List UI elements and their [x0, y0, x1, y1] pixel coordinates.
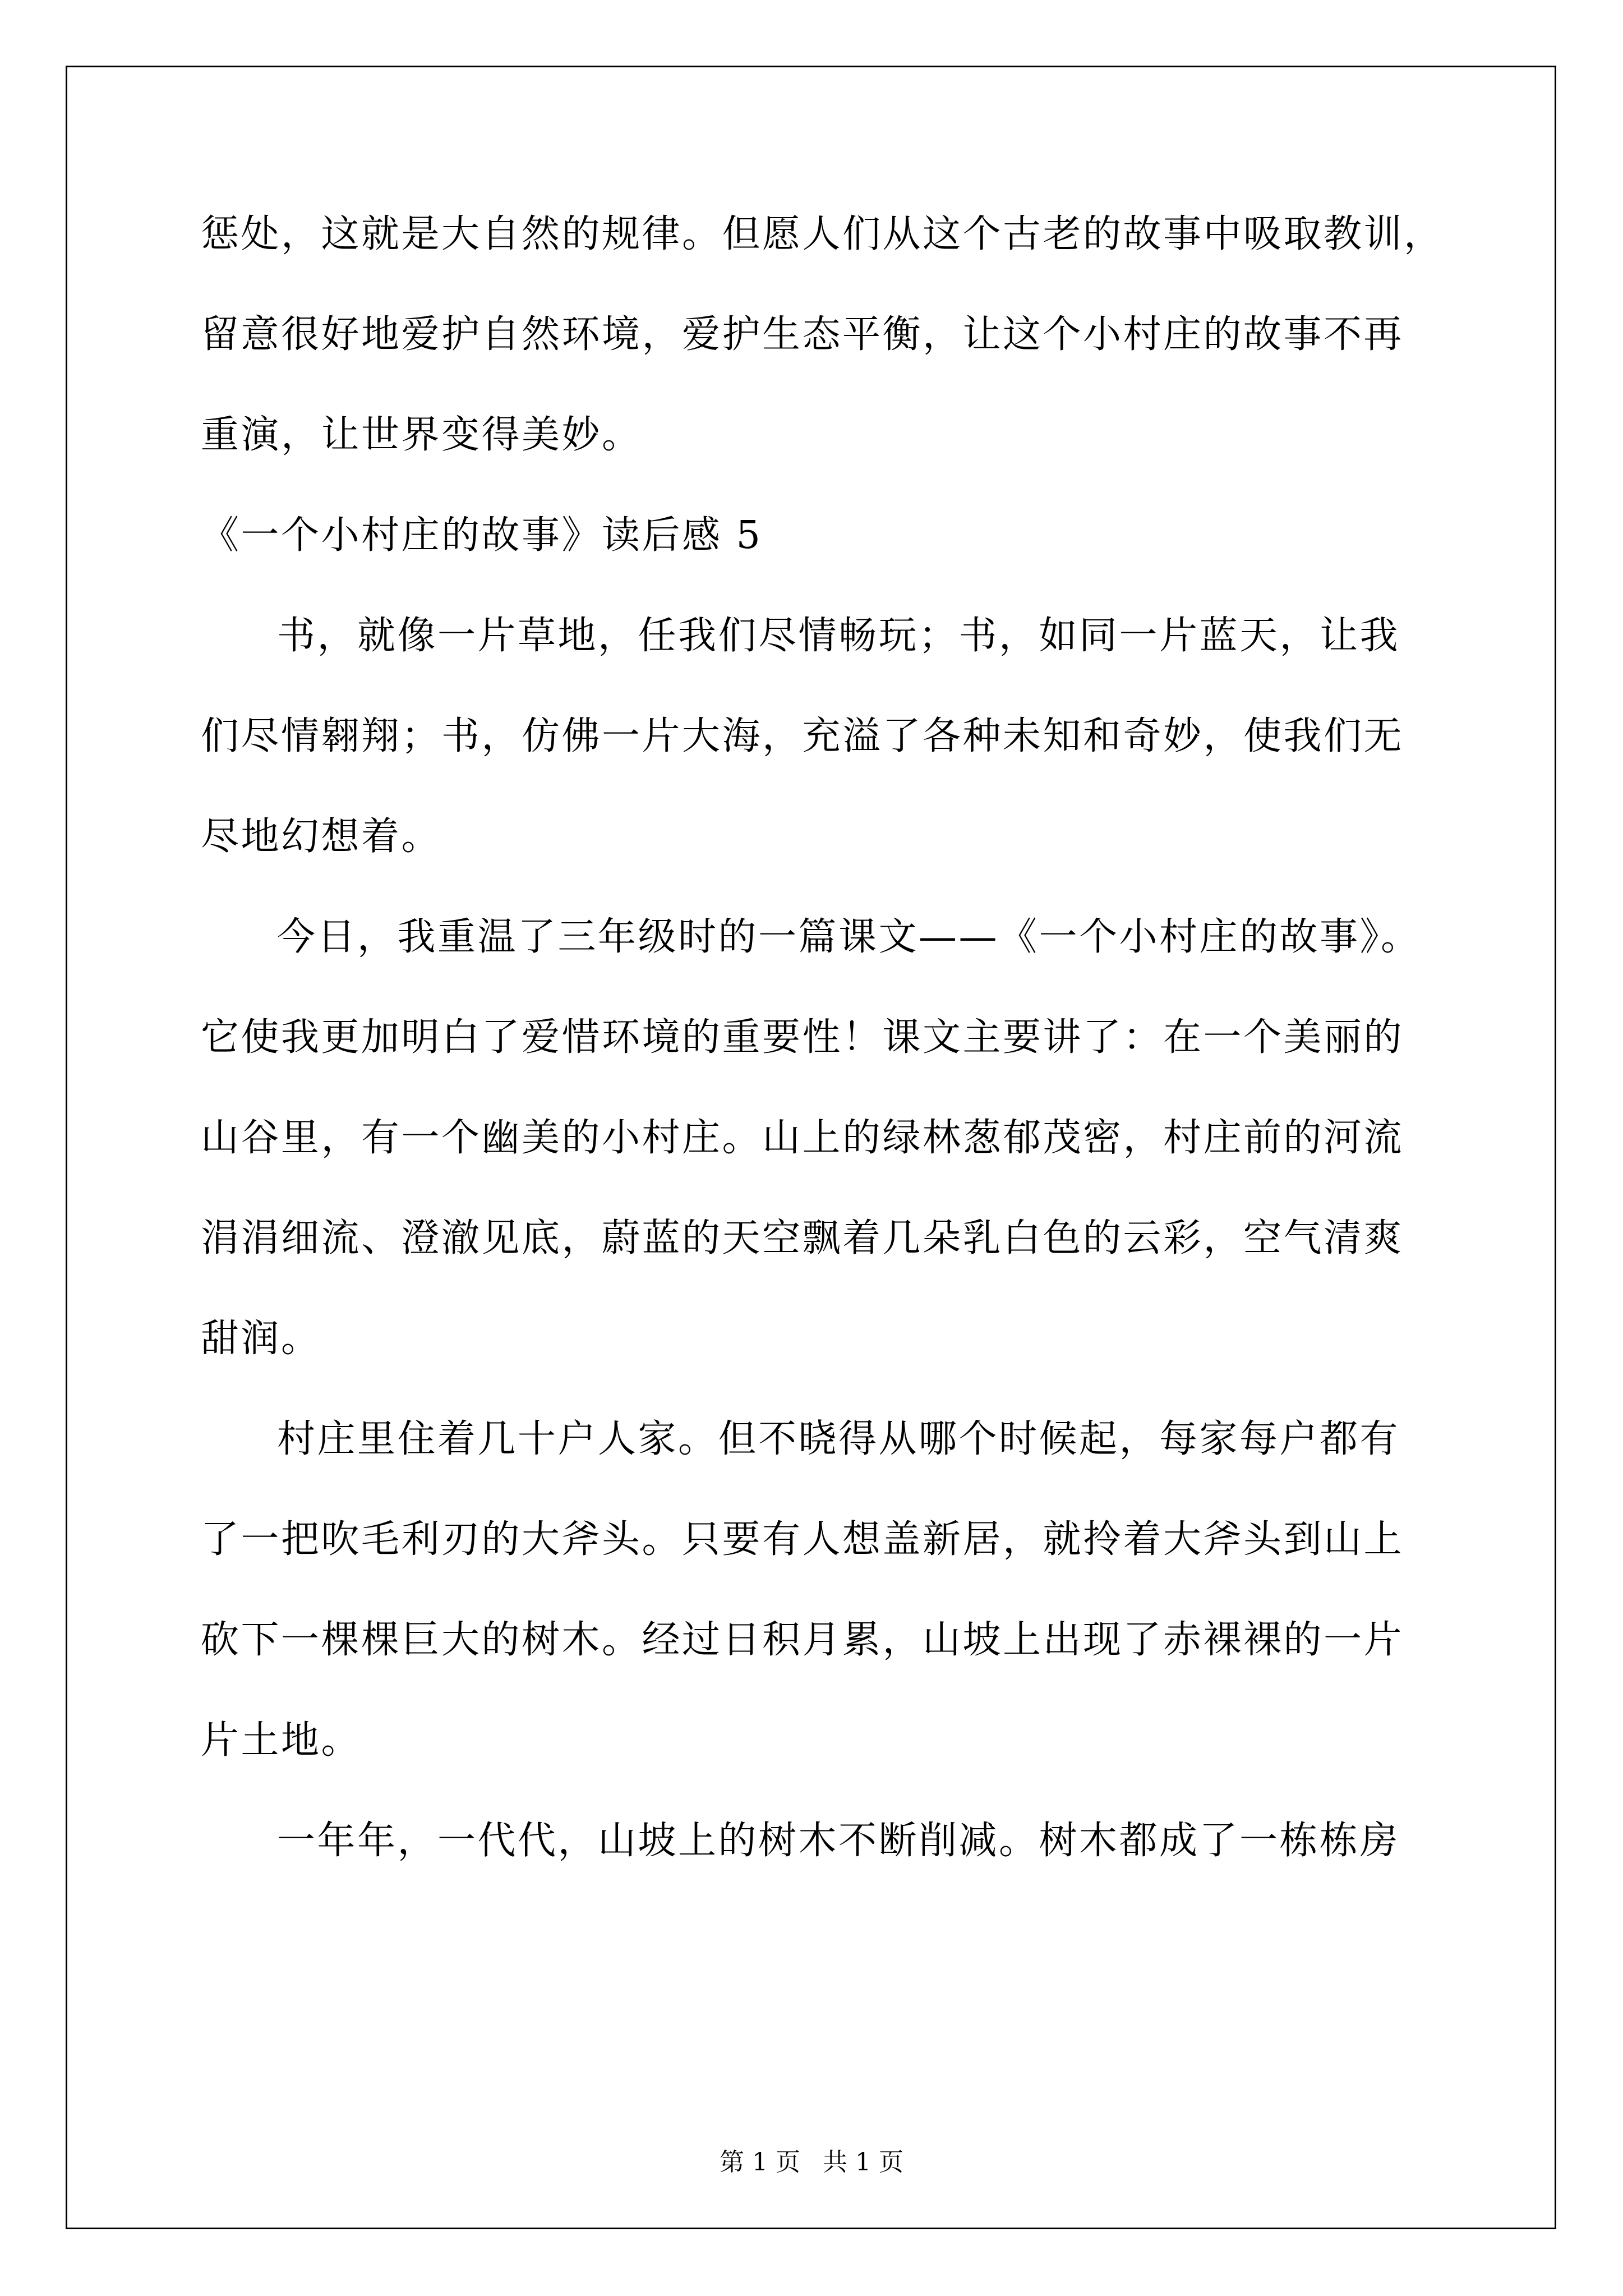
page-number-current: 第 1 页 [720, 2148, 800, 2177]
text-line: 村庄里住着几十户人家。但不晓得从哪个时候起，每家每户都有 [277, 1417, 1400, 1461]
text-line: 惩处，这就是大自然的规律。但愿人们从这个古老的故事中吸取教训， [201, 212, 1444, 256]
text-line: 砍下一棵棵巨大的树木。经过日积月累，山坡上出现了赤裸裸的一片 [201, 1618, 1404, 1662]
text-line: 尽地幻想着。 [201, 815, 442, 859]
text-line: 片土地。 [201, 1718, 362, 1763]
text-line: 它使我更加明白了爱惜环境的重要性！课文主要讲了：在一个美丽的 [201, 1015, 1404, 1060]
text-line: 山谷里，有一个幽美的小村庄。山上的绿林葱郁茂密，村庄前的河流 [201, 1116, 1404, 1160]
text-line: 一年年，一代代，山坡上的树木不断削减。树木都成了一栋栋房 [277, 1819, 1400, 1863]
text-line: 重演，让世界变得美妙。 [201, 413, 642, 457]
text-line: 甜润。 [201, 1317, 321, 1361]
text-line: 今日，我重温了三年级时的一篇课文——《一个小村庄的故事》。 [277, 915, 1421, 959]
page-number-total: 共 1 页 [823, 2148, 903, 2177]
text-line: 涓涓细流、澄澈见底，蔚蓝的天空飘着几朵乳白色的云彩，空气清爽 [201, 1216, 1404, 1260]
section-heading: 《一个小村庄的故事》读后感 5 [201, 513, 763, 558]
text-line: 了一把吹毛利刃的大斧头。只要有人想盖新居，就拎着大斧头到山上 [201, 1517, 1404, 1562]
text-line: 留意很好地爱护自然环境，爱护生态平衡，让这个小村庄的故事不再 [201, 312, 1404, 357]
text-line: 书，就像一片草地，任我们尽情畅玩；书，如同一片蓝天，让我 [277, 614, 1400, 658]
text-line: 们尽情翱翔；书，仿佛一片大海，充溢了各种未知和奇妙，使我们无 [201, 714, 1404, 758]
page-footer [0, 2146, 1623, 2179]
